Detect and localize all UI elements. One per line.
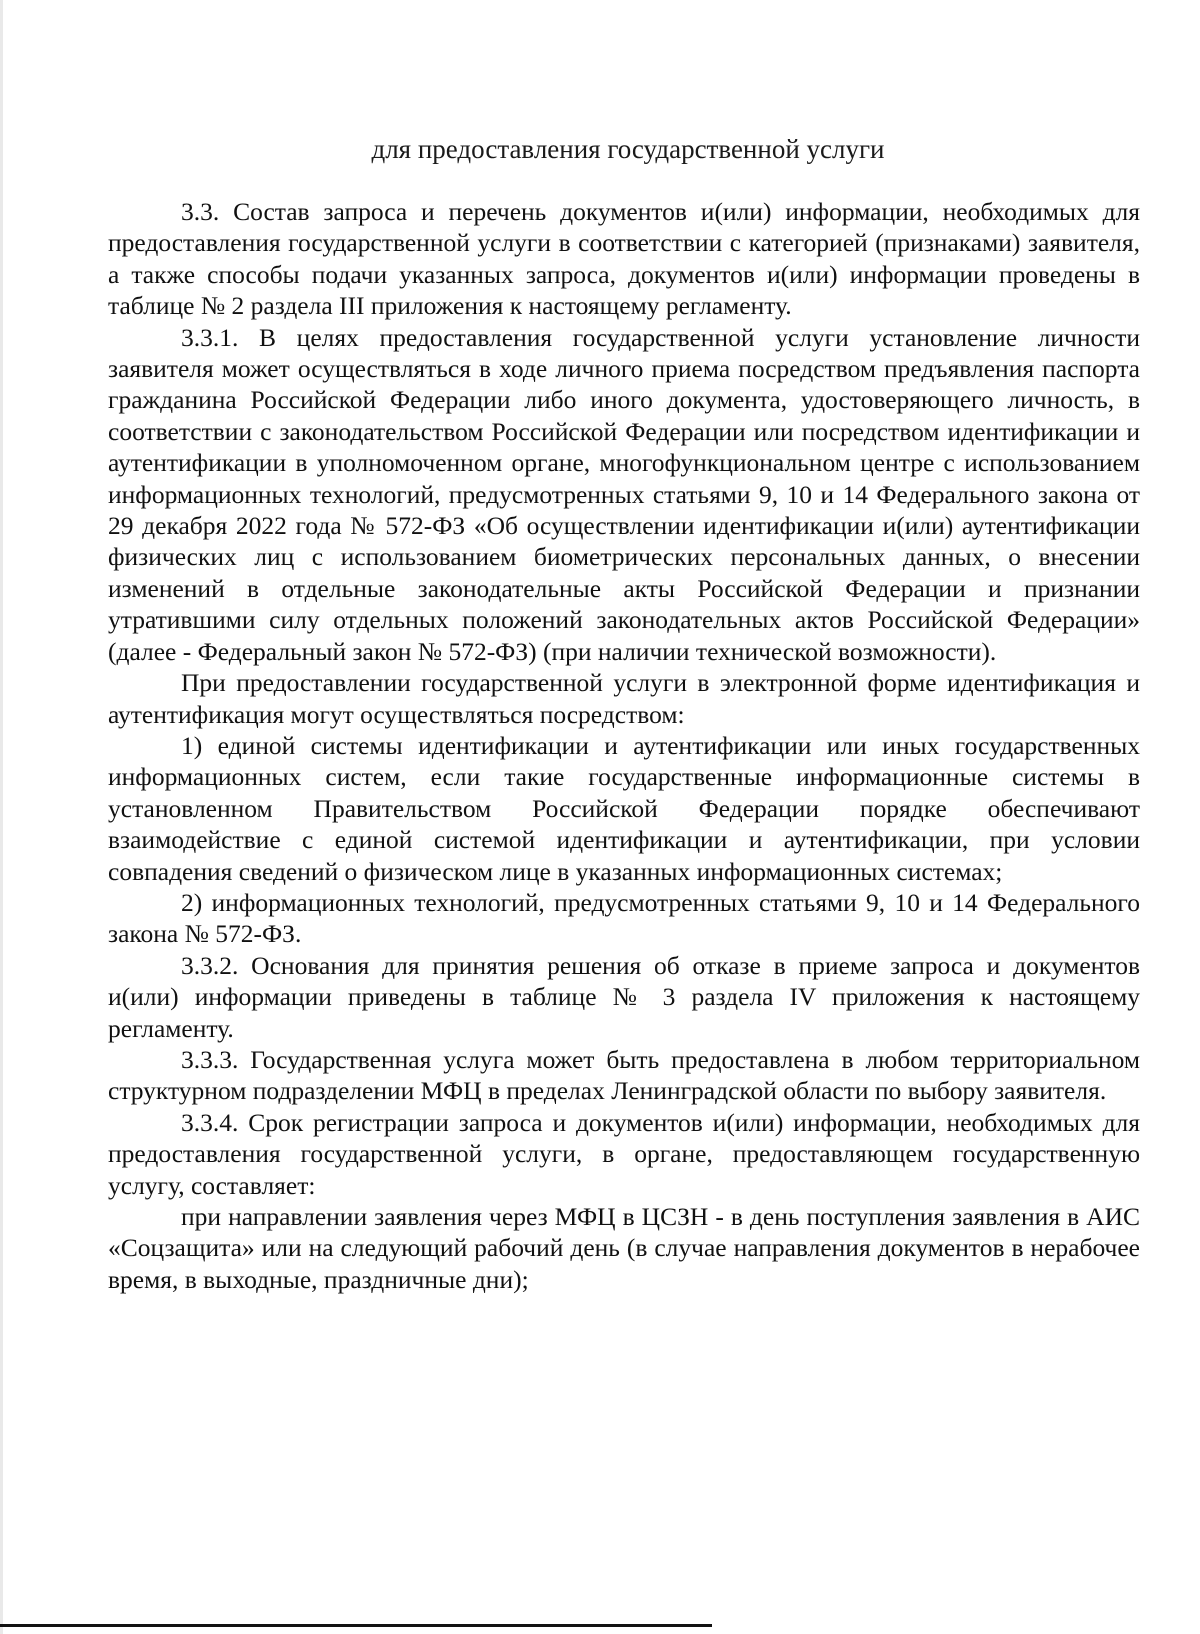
paragraph-3-3-2: 3.3.2. Основания для принятия решения об отказе в приеме запроса и документов и(или) информации приведены в таблице № 3 раздела IV приложения к настоящему регламенту. [108, 950, 1140, 1043]
paragraph-3-3-1: 3.3.1. В целях предоставления государственной услуги установление личности заявителя может осуществляться в ходе личного приема посредством предъявления паспорта гражданина Российской Федерации либо иного документа, удостоверяющего личность, в соответствии с законодательством Российской Федерации или посредством идентификации и аутентификации в уполномоченном органе, многофункциональном центре с использованием информационных технологий, предусмотренных статьями 9, 10 и 14 Федерального закона от 29 декабря 2022 года № 572-ФЗ «Об осуществлении идентификации и(или) аутентификации физических лиц с использованием биометрических персональных данных, о внесении изменений в отдельные законодательные акты Российской Федерации и признании утратившими силу отдельных положений законодательных актов Российской Федерации» (далее - Федеральный закон № 572-ФЗ) (при наличии технической возможности). [108, 322, 1140, 666]
list-item-2: 2) информационных технологий, предусмотренных статьями 9, 10 и 14 Федерального закона № 572-ФЗ. [108, 887, 1140, 949]
paragraph-3-3: 3.3. Состав запроса и перечень документов и(или) информации, необходимых для предоставления государственной услуги в соответствии с категорией (признаками) заявителя, а также способы подачи указанных запроса, документов и(или) информации проведены в таблице № 2 раздела III приложения к настоящему регламенту. [108, 197, 1140, 321]
paragraph-3-3-3: 3.3.3. Государственная услуга может быть предоставлена в любом территориальном структурном подразделении МФЦ в пределах Ленинградской области по выбору заявителя. [108, 1044, 1140, 1106]
paragraph-mfc-submission: при направлении заявления через МФЦ в ЦСЗН - в день поступления заявления в АИС «Соцзащита» или на следующий рабочий день (в случае направления документов в нерабочее время, в выходные, праздничные дни); [108, 1202, 1140, 1294]
page-header: для предоставления государственной услуги [371, 134, 885, 164]
scan-bottom-edge [0, 1624, 712, 1627]
document-body [108, 196, 1140, 1295]
list-item-1: 1) единой системы идентификации и аутентификации или иных государственных информационных систем, если такие государственные информационные системы в установленном Правительством Российской Федерации порядке обеспечивают взаимодействие с единой системой идентификации и аутентификации, при условии совпадения сведений о физическом лице в указанных информационных системах; [108, 730, 1140, 886]
scan-left-edge [0, 0, 3, 1634]
paragraph-electronic-form: При предоставлении государственной услуги в электронной форме идентификация и аутентификация могут осуществляться посредством: [108, 668, 1140, 729]
paragraph-3-3-4: 3.3.4. Срок регистрации запроса и документов и(или) информации, необходимых для предоставления государственной услуги, в органе, предоставляющем государственную услугу, составляет: [108, 1107, 1140, 1200]
